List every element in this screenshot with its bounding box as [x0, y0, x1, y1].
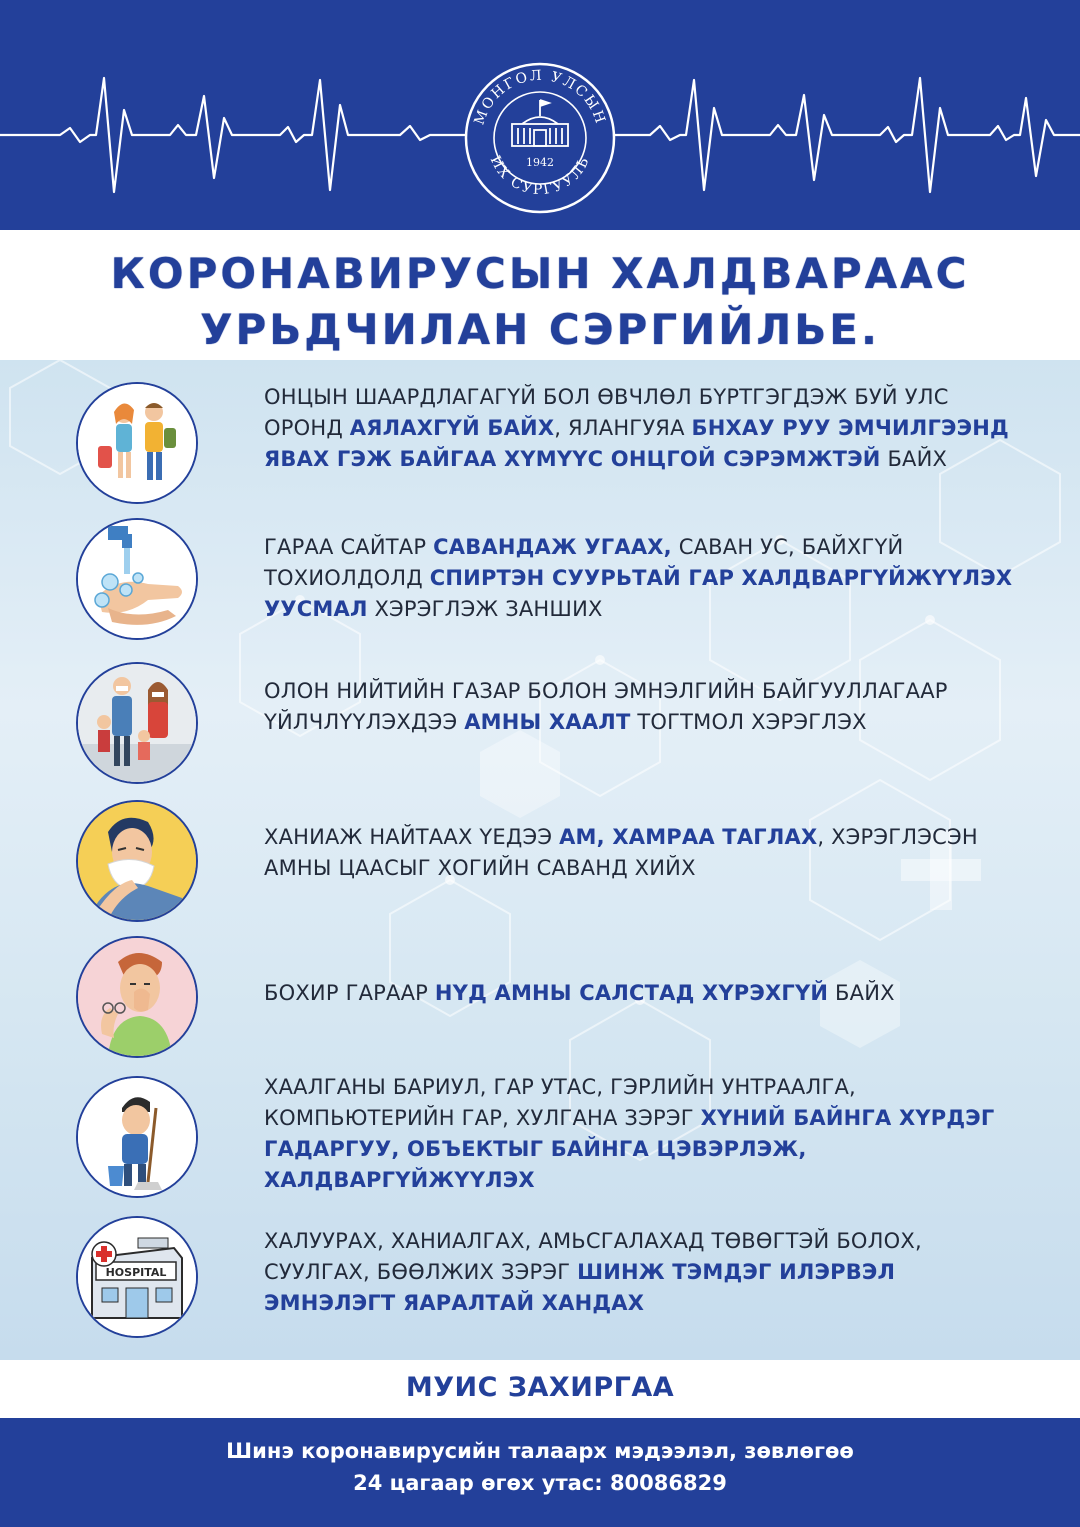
- logo-year: 1942: [526, 156, 554, 169]
- advice-text: [264, 822, 1024, 884]
- header-banner: [0, 0, 1080, 230]
- svg-text:МОНГОЛ УЛСЫН: [471, 68, 608, 127]
- advice-segment: БАЙХ: [880, 447, 948, 471]
- family-masks-icon: [76, 662, 198, 784]
- advice-highlight: ХҮНИЙ БАЙНГА ХҮРДЭГ ГАДАРГУУ, ОБЪЕКТЫГ БАЙНГА ЦЭВЭРЛЭЖ, ХАЛДВАРГҮЙЖҮҮЛЭХ: [264, 1106, 995, 1192]
- page-title-line-1: КОРОНАВИРУСЫН ХАЛДВАРААС: [110, 249, 970, 298]
- building-icon: [512, 100, 568, 146]
- advice-segment: ХАНИАЖ НАЙТААХ ҮЕДЭЭ: [264, 825, 560, 849]
- advice-text: [264, 532, 1024, 625]
- title-band: [0, 230, 1080, 360]
- hotline-phone: 24 цагаар өгөх утас: 80086829: [353, 1471, 727, 1495]
- advice-text: [264, 382, 1024, 475]
- travelers-icon: [76, 382, 198, 504]
- advice-text: [264, 676, 1024, 738]
- advice-segment: ОНЦЫН ШААРДЛАГАГҮЙ БОЛ ӨВЧЛӨЛ БҮРТГЭГДЭЖ БУЙ УЛС ОРОНД: [264, 385, 949, 440]
- advice-segment: ОЛОН НИЙТИЙН ГАЗАР БОЛОН ЭМНЭЛГИЙН БАЙГУУЛЛАГААР ҮЙЛЧЛҮҮЛЭХДЭЭ: [264, 679, 948, 734]
- advice-segment: , ХЭРЭГЛЭСЭН АМНЫ ЦААСЫГ ХОГИЙН САВАНД ХИЙХ: [264, 825, 978, 880]
- hospital-icon: [76, 1216, 198, 1338]
- university-logo: [460, 58, 620, 218]
- page-title-line-2: УРЬДЧИЛАН СЭРГИЙЛЬЕ.: [200, 305, 880, 354]
- handwashing-icon: [76, 518, 198, 640]
- logo-arc-bottom: ИХ СУРГУУЛЬ: [486, 153, 594, 199]
- advice-segment: ХАЛУУРАХ, ХАНИАЛГАХ, АМЬСГАЛАХАД ТӨВӨГТЭЙ БОЛОХ, СУУЛГАХ, БӨӨЛЖИХ ЗЭРЭГ: [264, 1229, 922, 1284]
- advice-highlight: СПИРТЭН СУУРЬТАЙ ГАР ХАЛДВАРГҮЙЖҮҮЛЭХ УУСМАЛ: [264, 566, 1013, 621]
- advice-highlight: НҮД АМНЫ САЛСТАД ХҮРЭХГҮЙ: [434, 981, 829, 1005]
- footer-banner: [0, 1418, 1080, 1527]
- advice-highlight: САВАНДАЖ УГААХ,: [433, 535, 672, 559]
- advice-highlight: АЯЛАХГҮЙ БАЙХ: [349, 416, 555, 440]
- cleaning-icon: [76, 1076, 198, 1198]
- touching-face-icon: [76, 936, 198, 1058]
- advice-highlight: ШИНЖ ТЭМДЭГ ИЛЭРВЭЛ ЭМНЭЛЭГТ ЯАРАЛТАЙ ХАНДАХ: [264, 1260, 896, 1315]
- advice-segment: САВАН УС, БАЙХГҮЙ ТОХИОЛДОЛД: [264, 535, 904, 590]
- advice-list: [0, 360, 1080, 1360]
- advice-segment: ТОГТМОЛ ХЭРЭГЛЭХ: [630, 710, 867, 734]
- admin-signature: МУИС ЗАХИРГАА: [405, 1372, 675, 1403]
- advice-highlight: БНХАУ РУУ ЭМЧИЛГЭЭНД ЯВАХ ГЭЖ БАЙГАА ХҮМҮҮС ОНЦГОЙ СЭРЭМЖТЭЙ: [264, 416, 1009, 471]
- advice-text: [264, 1072, 1024, 1196]
- hospital-sign: HOSPITAL: [105, 1266, 167, 1279]
- advice-segment: , ЯЛАНГУЯА: [554, 416, 692, 440]
- hotline-info: Шинэ коронавирусийн талаарх мэдээлэл, зөвлөгөө: [226, 1439, 854, 1463]
- advice-text: [264, 978, 1024, 1009]
- admin-band: [0, 1360, 1080, 1418]
- sneezing-icon: [76, 800, 198, 922]
- advice-highlight: АМ, ХАМРАА ТАГЛАХ: [559, 825, 818, 849]
- logo-arc-top: МОНГОЛ УЛСЫН: [471, 67, 609, 128]
- advice-segment: ГАРАА САЙТАР: [264, 535, 434, 559]
- advice-segment: ХААЛГАНЫ БАРИУЛ, ГАР УТАС, ГЭРЛИЙН УНТРААЛГА, КОМПЬЮТЕРИЙН ГАР, ХУЛГАНА ЗЭРЭГ: [264, 1075, 856, 1130]
- advice-highlight: АМНЫ ХААЛТ: [464, 710, 631, 734]
- advice-segment: БАЙХ: [828, 981, 895, 1005]
- advice-segment: ХЭРЭГЛЭЖ ЗАНШИХ: [367, 597, 603, 621]
- advice-text: [264, 1226, 1024, 1319]
- advice-segment: БОХИР ГАРААР: [264, 981, 435, 1005]
